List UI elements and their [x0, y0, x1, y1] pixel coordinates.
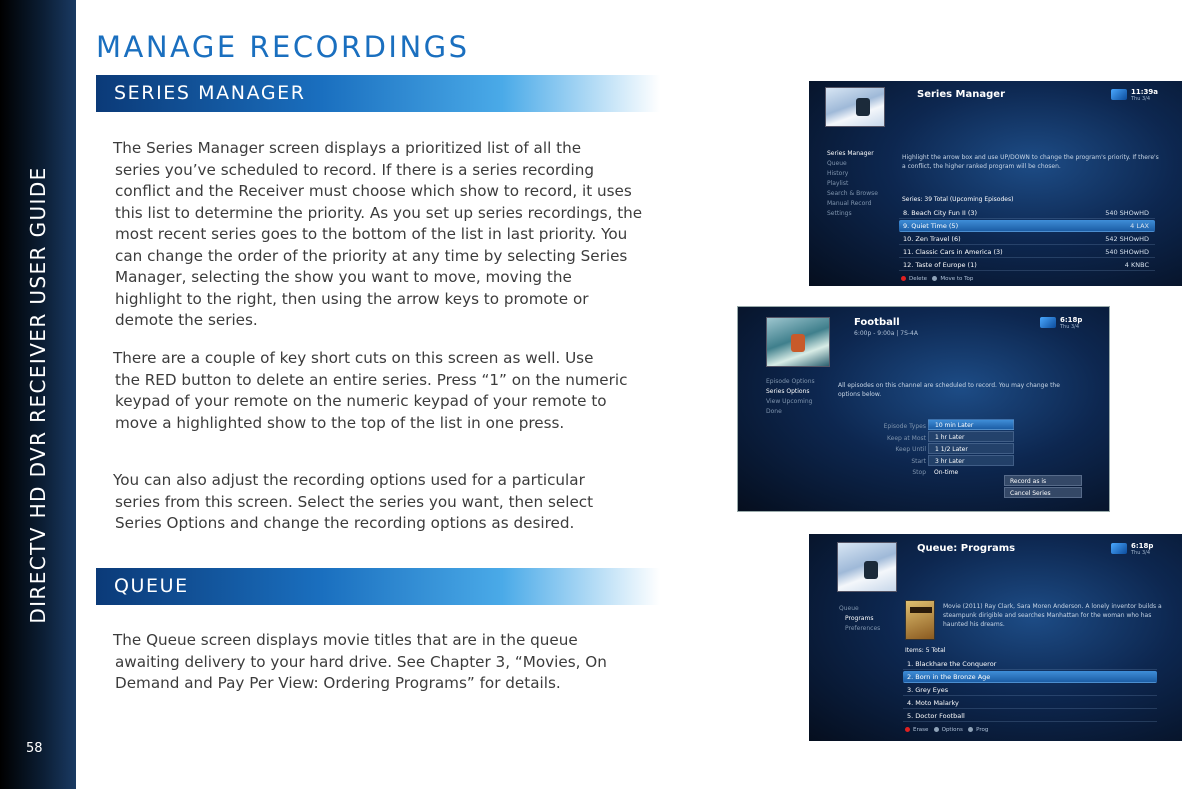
queue-paragraph-1: The Queue screen displays movie titles that are in the queue awaiting delivery to your hard drive. See Chapter 3, “Movies, On Demand and Pay Per View: Ordering Programs” for details.: [113, 631, 607, 692]
queue-row: 1. Blackhare the Conqueror: [903, 658, 1157, 670]
series-manager-paragraph-2: There are a couple of key short cuts on this screen as well. Use the RED button to delete an entire series. Press “1” on the numeric keypad of your remote on the numeric keypad of your remote to move a highlighted show to the top of the list in one press.: [113, 349, 628, 432]
footer-legend: Delete Move to Top: [901, 276, 973, 282]
queue-row: 3. Grey Eyes: [903, 684, 1157, 696]
program-time-subtitle: 6:00p - 9:00a | 7S-4A: [854, 330, 918, 337]
queue-row-selected: 2. Born in the Bronze Age: [903, 671, 1157, 683]
screen-title: Queue: Programs: [917, 543, 1016, 554]
series-row: 12. Taste of Europe (1) 4 KNBC: [899, 259, 1155, 271]
cancel-series-button: Cancel Series: [1004, 487, 1082, 498]
red-button-icon: [901, 276, 906, 281]
option-labels: Episode Types Keep at Most Keep Until Start: [883, 423, 926, 465]
series-row-selected: 9. Quiet Time (5) 4 LAX: [899, 220, 1155, 232]
movie-description: Movie (2011) Ray Clark, Sara Moren Anderson. A lonely inventor builds a steampunk dirigible and searches Manhattan for the woman who has haunted his dreams.: [943, 603, 1162, 628]
series-row: 8. Beach City Fun II (3) 540 SHOwHD: [899, 207, 1155, 219]
footer-legend: Erase Options Prog: [905, 727, 988, 733]
screen-title: Football: [854, 317, 900, 328]
series-row: 11. Classic Cars in America (3) 540 SHOwHD: [899, 246, 1155, 258]
screen-title: Series Manager: [917, 89, 1005, 100]
directv-logo-icon: [1111, 89, 1127, 100]
section-title: QUEUE: [114, 575, 189, 597]
program-thumbnail: [825, 87, 885, 127]
clock: 6:18p Thu 3/4: [1131, 542, 1154, 556]
movie-poster: [905, 600, 935, 640]
directv-logo-icon: [1040, 317, 1056, 328]
series-manager-paragraph-3: You can also adjust the recording options used for a particular series from this screen. Select the series you want, then select Series Options and change the recording options as desired.: [113, 471, 594, 532]
options-icon: [934, 727, 939, 732]
option-selected: 10 min Later: [928, 419, 1014, 430]
help-text: All episodes on this channel are scheduled to record. You may change the options below.: [838, 382, 1060, 398]
stop-label: Stop: [912, 469, 926, 476]
queue-row: 4. Moto Malarky: [903, 697, 1157, 709]
items-count: Items: 5 Total: [905, 647, 946, 654]
red-button-icon: [905, 727, 910, 732]
record-as-is-button: Record as is: [1004, 475, 1082, 486]
side-menu: Episode Options Series Options View Upcoming Done: [766, 378, 815, 415]
prog-icon: [968, 727, 973, 732]
side-spine: [0, 0, 76, 789]
series-row: 10. Zen Travel (6) 542 SHOwHD: [899, 233, 1155, 245]
queue-screenshot: [809, 534, 1182, 741]
clock: 11:39a Thu 3/4: [1131, 88, 1159, 102]
directv-logo-icon: [1111, 543, 1127, 554]
program-thumbnail: [837, 542, 897, 592]
clock: 6:18p Thu 3/4: [1060, 316, 1083, 330]
queue-row: 5. Doctor Football: [903, 710, 1157, 722]
page-heading: MANAGE RECORDINGS: [96, 30, 470, 64]
side-menu: Queue Programs Preferences: [839, 605, 881, 632]
option: 1 hr Later: [928, 431, 1014, 442]
option: 3 hr Later: [928, 455, 1014, 466]
series-options-screenshot: [737, 306, 1110, 512]
section-band-queue: [96, 568, 660, 605]
series-manager-paragraph-1: The Series Manager screen displays a prioritized list of all the series you’ve scheduled to record. If there is a series recording conflict and the Receiver must choose which show to record, it uses this list to determine the priority. As you set up series recordings, the most recent series goes to the bottom of the list in last priority. You can change the order of the priority at any time by selecting Series Manager, selecting the show you want to move, moving the highlight to the right, then using the arrow keys to promote or demote the series.: [113, 139, 643, 329]
section-band-series-manager: [96, 75, 660, 112]
side-menu: Series Manager Queue History Playlist Search & Browse Manual Record Settings: [827, 150, 878, 217]
option: 1 1/2 Later: [928, 443, 1014, 454]
section-title: SERIES MANAGER: [114, 82, 306, 104]
help-text: Highlight the arrow box and use UP/DOWN to change the program's priority. If there's a conflict, the higher ranked program will be chosen.: [902, 154, 1159, 170]
program-thumbnail: [766, 317, 830, 367]
stop-value: On-time: [934, 469, 959, 476]
series-count: Series: 39 Total (Upcoming Episodes): [902, 196, 1014, 203]
series-manager-screenshot: [809, 81, 1182, 286]
key-1-icon: [932, 276, 937, 281]
page-number: 58: [26, 741, 43, 756]
spine-title: DIRECTV HD DVR RECEIVER USER GUIDE: [26, 166, 50, 624]
